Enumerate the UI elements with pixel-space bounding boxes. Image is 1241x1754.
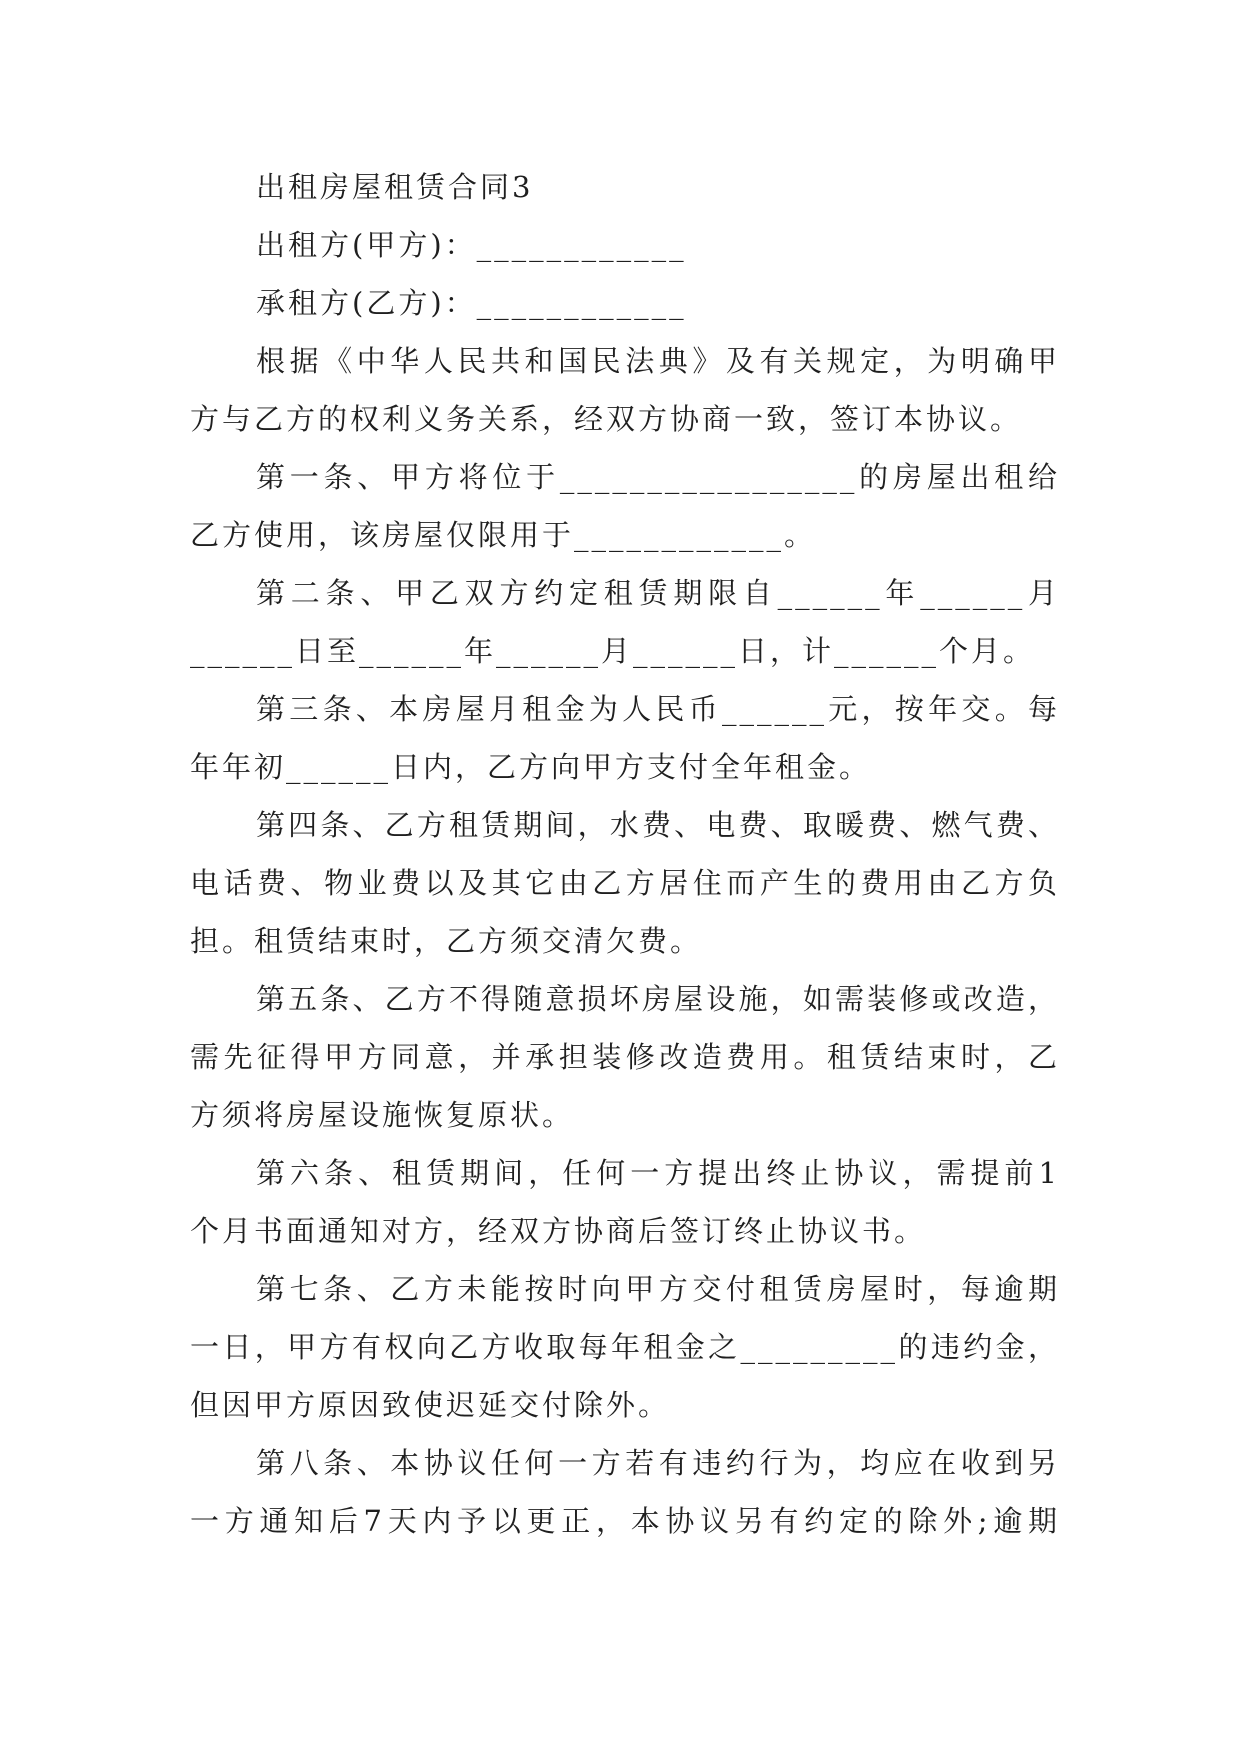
paragraph-line: 第七条、乙方未能按时向甲方交付租赁房屋时，每逾期 [256,1272,1060,1306]
paragraph-article-8 [190,1434,1060,1550]
paragraph-line: 一日，甲方有权向乙方收取每年租金之_________的违约金， [190,1330,1060,1364]
paragraph-line: 第六条、租赁期间，任何一方提出终止协议，需提前1 [256,1156,1060,1190]
paragraph-line: 担。租赁结束时，乙方须交清欠费。 [190,924,703,958]
paragraph-line: 第二条、甲乙双方约定租赁期限自______年______月 [256,576,1060,610]
paragraph-list [190,332,1060,1550]
paragraph-line: 根据《中华人民共和国民法典》及有关规定，为明确甲 [256,344,1060,378]
paragraph-line: 方须将房屋设施恢复原状。 [190,1098,575,1132]
paragraph-line: 个月书面通知对方，经双方协商后签订终止协议书。 [190,1214,927,1248]
paragraph-line: 第三条、本房屋月租金为人民币______元，按年交。每 [256,692,1060,726]
contract-body [190,158,1060,1550]
paragraph-line: 年年初______日内，乙方向甲方支付全年租金。 [190,750,872,784]
paragraph-article-6 [190,1144,1060,1260]
document-title: 出租房屋租赁合同3 [256,170,534,204]
paragraph-line: 第一条、甲方将位于_________________的房屋出租给 [256,460,1060,494]
paragraph-line: 乙方使用，该房屋仅限用于____________。 [190,518,817,552]
paragraph-intro [190,332,1060,448]
paragraph-article-5 [190,970,1060,1144]
paragraph-line: ______日至______年______月______日，计______个月。 [190,634,1036,668]
paragraph-line: 第五条、乙方不得随意损坏房屋设施，如需装修或改造， [256,982,1060,1016]
paragraph-article-3 [190,680,1060,796]
paragraph-article-4 [190,796,1060,970]
paragraph-article-7 [190,1260,1060,1434]
paragraph-line: 第四条、乙方租赁期间，水费、电费、取暖费、燃气费、 [256,808,1060,842]
paragraph-article-2 [190,564,1060,680]
paragraph-line: 一方通知后7天内予以更正，本协议另有约定的除外;逾期 [190,1504,1060,1538]
lessor-line: 出租方(甲方)：____________ [256,228,687,262]
lessee-line: 承租方(乙方)：____________ [256,286,687,320]
paragraph-line: 电话费、物业费以及其它由乙方居住而产生的费用由乙方负 [190,866,1060,900]
paragraph-line: 需先征得甲方同意，并承担装修改造费用。租赁结束时，乙 [190,1040,1060,1074]
paragraph-line: 但因甲方原因致使迟延交付除外。 [190,1388,671,1422]
paragraph-article-1 [190,448,1060,564]
paragraph-line: 方与乙方的权利义务关系，经双方协商一致，签订本协议。 [190,402,1023,436]
paragraph-line: 第八条、本协议任何一方若有违约行为，均应在收到另 [256,1446,1060,1480]
